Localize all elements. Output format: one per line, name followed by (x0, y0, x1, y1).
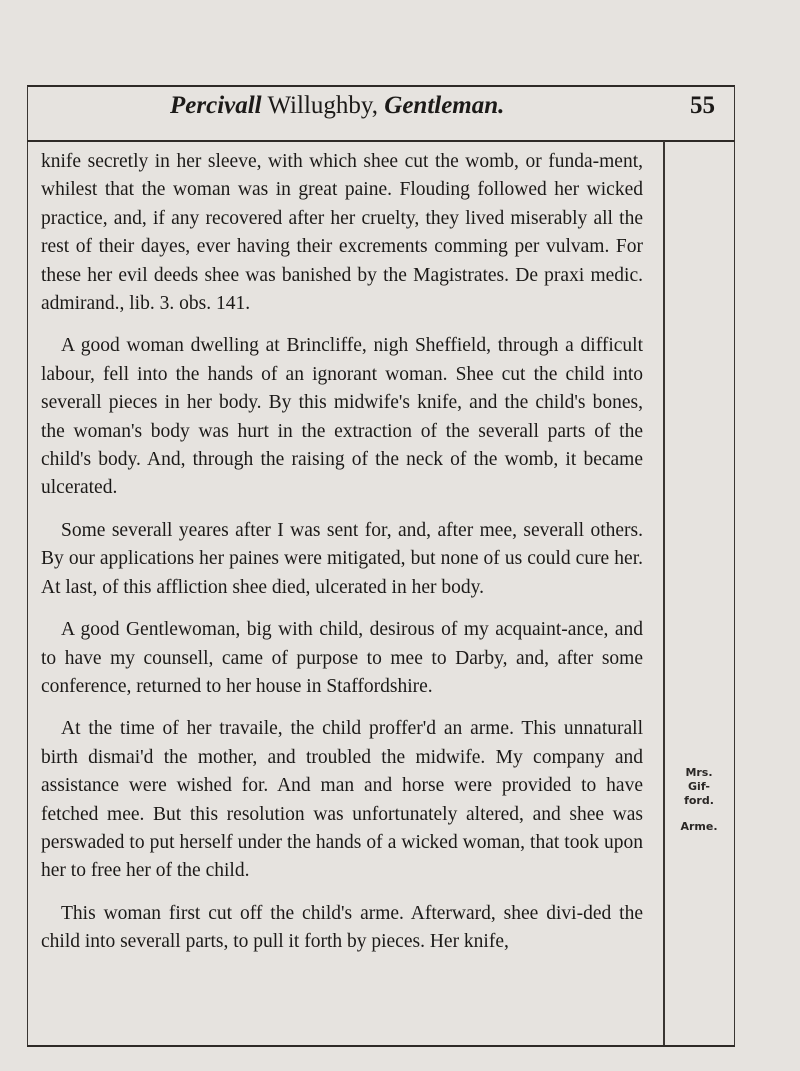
running-head (170, 92, 504, 120)
margin-note-line2: Gif- (688, 780, 710, 793)
margin-column-rule (663, 141, 665, 1046)
page-number: 55 (690, 92, 715, 119)
paragraph-4: A good Gentlewoman, big with child, desirous of my acquaint-ance, and to have my counsell, came of purpose to mee to Darby, and, after some conference, returned to her house in Staffordshire. (41, 619, 643, 697)
paragraph-2: A good woman dwelling at Brincliffe, nigh Sheffield, through a difficult labour, fell into the hands of an ignorant woman. Shee cut the child into severall pieces in her body. By this midwife's knife, and the child's bones, the woman's body was hurt in the extraction of the severall parts of the child's body. And, through the raising of the neck of the womb, it became ulcerated. (41, 335, 643, 499)
running-head-middle: Willughby, (267, 92, 379, 119)
running-head-rank: Gentleman. (384, 92, 505, 119)
paragraph-6: This woman first cut off the child's arme. Afterward, shee divi-ded the child into severall parts, to pull it forth by pieces. Her knife, (41, 902, 643, 953)
bottom-rule (27, 1045, 735, 1047)
body-text (41, 148, 643, 971)
margin-note (670, 766, 728, 834)
margin-note-line3: ford. (684, 794, 714, 807)
margin-note-line4: Arme. (680, 820, 718, 833)
paragraph-1: knife secretly in her sleeve, with which shee cut the womb, or funda-ment, whilest that the woman was in great paine. Flouding followed her wicked practice, and, if any recovered after her cruelty, they lived miserably all the rest of their dayes, ever having their excrements comming per vulvam. For these her evil deeds shee was banished by the Magistrates. De praxi medic. admirand., lib. 3. obs. 141. (41, 151, 643, 315)
running-head-name: Percivall (170, 92, 262, 119)
paragraph-3: Some severall yeares after I was sent for, and, after mee, severall others. By our applications her paines were mitigated, but none of us could cure her. At last, of this affliction shee died, ulcerated in her body. (41, 519, 643, 598)
header-rule (27, 140, 735, 142)
margin-note-line1: Mrs. (685, 766, 713, 779)
paragraph-5: At the time of her travaile, the child proffer'd an arme. This unnaturall birth dismai'd the mother, and troubled the midwife. My company and assistance were wished for. And man and horse were provided to have fetched mee. But this resolution was unfortunately altered, and shee was perswaded to put herself under the hands of a wicked woman, that took upon her to free her of the child. (41, 718, 643, 882)
